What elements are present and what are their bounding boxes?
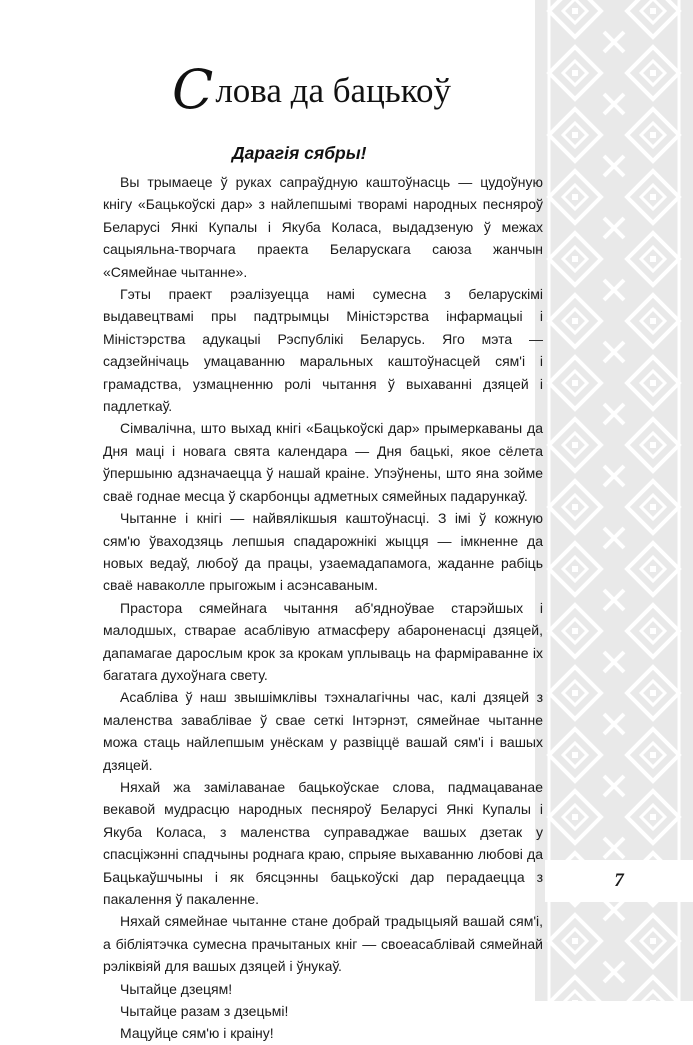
closing-line: Чытайце разам з дзецьмі!: [120, 1003, 289, 1020]
paragraph: Няхай сямейнае чытанне стане добрай традыцыяй вашай сям'і, а бібліятэчка сумесна прачытаных кніг — своеасаблівай сямейнай рэліквіяй для вашых дзяцей і ўнукаў.: [103, 913, 543, 975]
paragraph: Сімвалічна, што выхад кнігі «Бацькоўскі дар» прымеркаваны да Дня маці і новага свята календара — Дня бацькі, якое сёлета ўпершыню адзначаецца ў нашай краіне. Упэўнены, што яна зойме сваё годнае месца ў скарбонцы адметных сямейных падарункаў.: [103, 420, 543, 504]
page-title: [172, 58, 542, 121]
page-number: 7: [614, 870, 624, 891]
paragraph: Вы трымаеце ў руках сапраўдную каштоўнасць — цудоўную кнігу «Бацькоўскі дар» з найлепшымі творамі народных песняроў Беларусі Янкі Купалы і Якуба Коласа, выдадзеную ў межах сацыяльна-творчага праекта Беларускага саюза жанчын «Сямейнае чытанне».: [103, 174, 543, 280]
letter-body: [103, 171, 543, 1045]
title-initial-letter: С: [172, 58, 214, 121]
paragraph: Няхай жа замілаванае бацькоўскае слова, падмацаванае векавой мудрасцю народных песняроў Беларусі Янкі Купалы і Якуба Коласа, з маленства суправаджае вашых дзетак у спасцiжэнні спадчыны роднага краю, спрыяе выхаванню любові да Бацькаўшчыны і як бясцэнны бацькоўскі дар перадаецца з пакалення ў пакаленне.: [103, 778, 543, 907]
paragraph: Асаблівa ў наш звышімклівы тэхналагічны час, калі дзяцей з маленства заваблівае ў свае сеткі Інтэрнэт, сямейнае чытанне можа стаць найлепшым унёскам у развіццё вашай сям'і і вашых дзяцей.: [103, 689, 543, 773]
paragraph: Гэты праект рэалізуецца намі сумесна з беларускімі выдавецтвамі пры падтрымцы Міністэрства інфармацыі і Міністэрства адукацыі Рэспублікі Беларусь. Яго мэта — садзейнічаць умацаванню маральных каштоўнасцей сям'і і грамадства, узмацненню ролі чытання ў выхаванні дзяцей і падлеткаў.: [103, 286, 543, 415]
closing-line: Чытайце дзецям!: [120, 980, 233, 997]
title-rest: лова да бацькоў: [215, 71, 451, 110]
closing-line: Мацуйце сям'ю і краіну!: [120, 1025, 274, 1042]
paragraph: Чытанне і кнігі — найвялікшыя каштоўнасці. З імі ў кожную сям'ю ўваходзяць лепшыя спадарожнікі жыцця — імкненне да новых ведаў, любоў да працы, узаемадапамога, жаданне рабіць сваё наваколле прыгожым і асэнсаваным.: [103, 510, 543, 594]
greeting-heading: Дарагія сябры!: [232, 143, 367, 163]
paragraph: Прастора сямейнага чытання аб'ядноўвае старэйшых і малодшых, стварае асаблівую атмасферу абароненасці дзяцей, дапамагае дарослым крок за крокам уплываць на фарміраванне іх багатага духоўнага свету.: [103, 599, 543, 683]
